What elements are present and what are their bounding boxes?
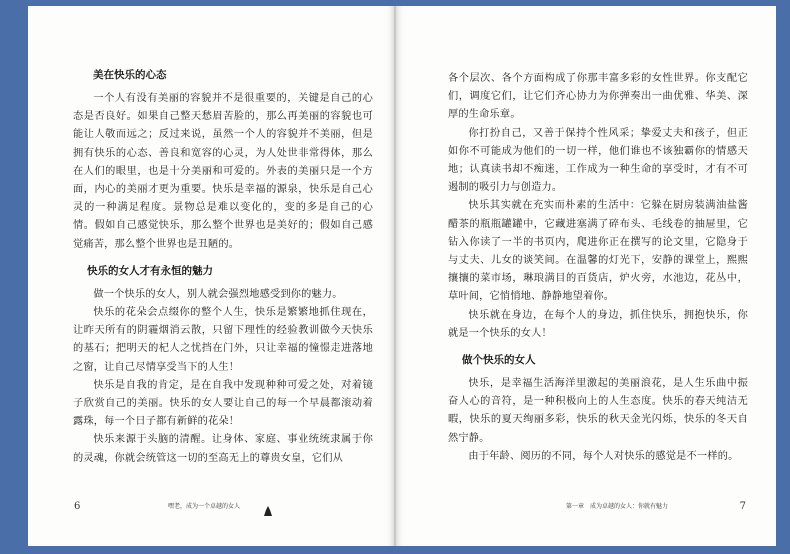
- page-number: 6: [74, 501, 81, 512]
- paragraph: 你打扮自己，又善于保持个性风采；挚爱丈夫和孩子，但正如你不可能成为他们的一切一样，他们谁也不该独霸你的情感天地；认真读书却不痴迷，工作成为一种生命的享受时，才有不可遏制的吸引力与创造力。: [448, 127, 748, 194]
- section-heading: 快乐的女人才有永恒的魅力: [87, 264, 213, 277]
- paragraph: 一个人有没有美丽的容貌并不是很重要的，关键是自己的心态是否良好。如果自己整天愁眉苦脸的，那么再美丽的容貌也可能让人敬而远之；反过来说，虽然一个人的容貌并不美丽，但是拥有快乐的心态、善良和宽容的心灵，为人处世非常得体，那么在人们的眼里，也是十分美丽和可爱的。外表的美丽只是一个方面，内心的美丽才更为重要。快乐是幸福的源泉，快乐是自己心灵的一种满足程度。景物总是难以变化的，变的多是自己的心情。假如自己感觉快乐，那么整个世界也是美好的；假如自己感觉痛苦，那么整个世界也是丑陋的。: [73, 93, 373, 250]
- paragraph: 快乐来源于头脑的清醒。让身体、家庭、事业统统隶属于你的灵魂，你就会统管这一切的至高无上的尊贵女皇，它们从: [73, 434, 373, 464]
- paragraph: 快乐的花朵会点缀你的整个人生，快乐是繁繁地抓住现在，让昨天所有的阴霾烟消云散，只留下理性的经验教训做今天快乐的基石；把明天的杞人之忧挡在门外，只让幸福的憧憬走进落地之窗，让自己尽情享受当下的人生！: [73, 307, 373, 373]
- running-footer: 嘿老，成为一个卓越的女人: [168, 503, 241, 510]
- paragraph: 由于年龄、阅历的不同，每个人对快乐的感觉是不一样的。: [468, 450, 739, 462]
- decoration-icon: [264, 506, 272, 516]
- paragraph: 快乐就在身边，在每个人的身边，抓住快乐，拥抱快乐，你就是一个快乐的女人！: [448, 309, 748, 339]
- page-number: 7: [739, 501, 746, 512]
- paragraph: 快乐是自我的肯定，是在自我中发现种种可爱之处，对着镜子欣赏自己的美丽。快乐的女人要让自己的每一个早晨都滚动着露珠，每一个日子都有新鲜的花朵！: [73, 379, 373, 428]
- section-heading: 美在快乐的心态: [93, 69, 167, 81]
- section-heading: 做个快乐的女人: [462, 354, 536, 367]
- book-spread: [28, 6, 776, 546]
- running-footer: 第一章 成为卓越的女人：你就有魅力: [566, 503, 669, 510]
- paragraph: 各个层次、各个方面构成了你那丰富多彩的女性世界。你支配它们，调度它们，让它们齐心协力为你弹奏出一曲优雅、华美、深厚的生命乐章。: [448, 73, 748, 121]
- left-page: [28, 6, 394, 546]
- paragraph: 做一个快乐的女人，别人就会强烈地感受到你的魅力。: [93, 288, 343, 300]
- right-page-content: [448, 70, 748, 466]
- paragraph: 快乐，是幸福生活海洋里激起的美丽浪花，是人生乐曲中振奋人心的音符，是一种积极向上的人生态度。快乐的春天纯洁无暇，快乐的夏天绚丽多彩，快乐的秋天金光闪烁，快乐的冬天自然宁静。: [448, 378, 748, 444]
- right-page: [396, 6, 776, 546]
- left-page-content: [73, 66, 373, 468]
- paragraph: 快乐其实就在充实而朴素的生活中：它躲在厨房装满油盐酱醋茶的瓶瓶罐罐中，它藏进塞满了碎布头、毛线卷的抽屉里，它钻入你读了一半的书页内，爬进你正在撰写的论文里，它隐身于与丈夫、儿女的谈笑间。在温馨的灯光下，安静的课堂上，熙熙攘攘的菜市场，琳琅满目的百货店，炉火旁，水池边，花丛中，草叶间，它悄悄地、静静地望着你。: [448, 200, 748, 303]
